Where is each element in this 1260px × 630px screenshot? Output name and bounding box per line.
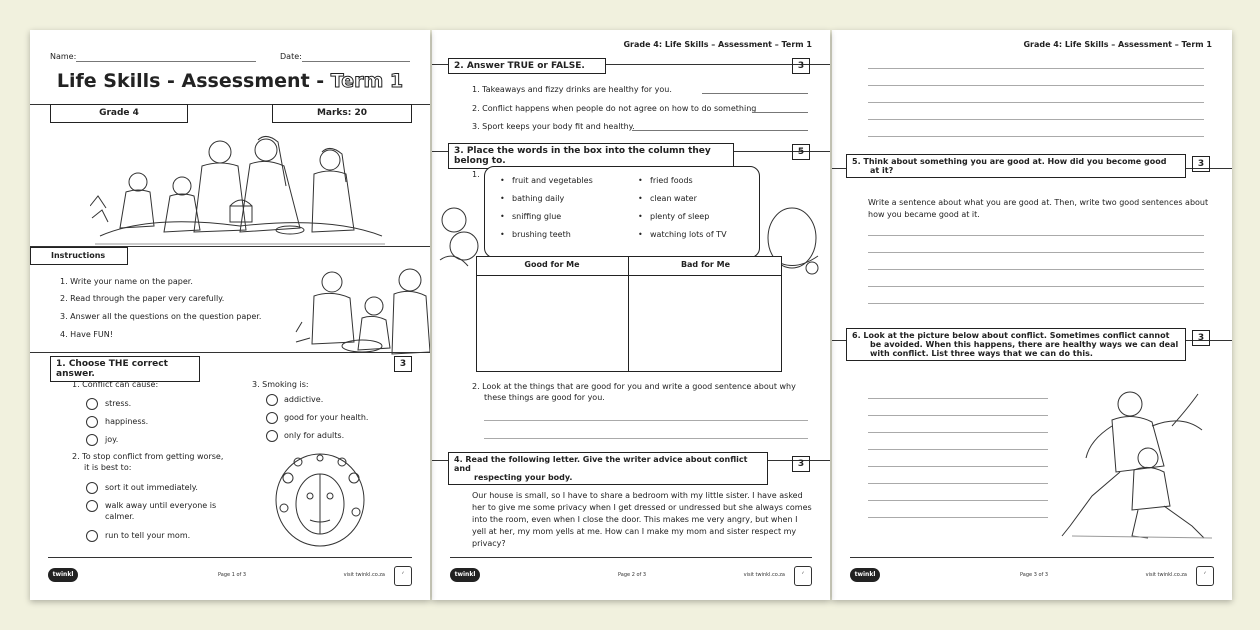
q1a-option-2: happiness. — [105, 417, 149, 426]
q1c-option-3-radio[interactable] — [266, 430, 278, 442]
site-url: visit twinkl.co.za — [1145, 572, 1187, 578]
q5-instruction-line1: Write a sentence about what you are good at. Then, write two good sentences about — [868, 198, 1209, 207]
q1b-option-2: walk away until everyone is — [105, 501, 217, 510]
q4-title — [448, 452, 768, 485]
q6-title-line1: 6. Look at the picture below about conflict. Sometimes conflict cannot — [852, 331, 1170, 340]
date-field[interactable] — [302, 61, 410, 62]
page-number: Page 2 of 3 — [618, 572, 647, 578]
answer-line[interactable] — [868, 466, 1048, 467]
word-right-2: clean water — [650, 194, 697, 203]
instruction-3: 3. Answer all the questions on the question paper. — [60, 312, 262, 321]
page-header: Grade 4: Life Skills – Assessment – Term 1 — [623, 40, 812, 49]
q1b-prompt-line1: 2. To stop conflict from getting worse, — [72, 452, 224, 461]
q4-title-line1: 4. Read the following letter. Give the writer advice about conflict and — [454, 455, 748, 473]
letter-line: her to give me some privacy when I get dressed or undressed but she always comes — [472, 503, 812, 512]
q3-part2-line1: 2. Look at the things that are good for you and write a good sentence about why — [472, 382, 796, 391]
q1b-option-2-radio[interactable] — [86, 500, 98, 512]
q6-title-line2: be avoided. When this happens, there are healthy ways we can deal — [870, 340, 1179, 349]
answer-line[interactable] — [868, 449, 1048, 450]
answer-line[interactable] — [868, 136, 1204, 137]
answer-line[interactable] — [868, 102, 1204, 103]
answer-line[interactable] — [484, 420, 808, 421]
letter-line: Our house is small, so I have to share a bedroom with my little sister. I have asked — [472, 491, 803, 500]
q2-item-1: 1. Takeaways and fizzy drinks are healthy for you. — [472, 85, 672, 94]
word-right-4: watching lots of TV — [650, 230, 727, 239]
q1c-option-1: addictive. — [284, 395, 324, 404]
quality-badge-icon: ✓ — [394, 566, 412, 586]
word-left-1: fruit and vegetables — [512, 176, 593, 185]
q5-title-line1: 5. Think about something you are good at. How did you become good — [852, 157, 1167, 166]
instruction-4: 4. Have FUN! — [60, 330, 113, 339]
q1b-option-2-cont: calmer. — [105, 512, 135, 521]
q1b-option-3: run to tell your mom. — [105, 531, 191, 540]
picnic-family-illustration — [90, 126, 390, 248]
grade-box: Grade 4 — [50, 104, 188, 123]
good-column-area[interactable] — [477, 277, 627, 371]
q2-answer-3[interactable] — [632, 130, 808, 131]
answer-line[interactable] — [868, 286, 1204, 287]
worksheet-page-1 — [30, 30, 430, 600]
q1c-option-2: good for your health. — [284, 413, 369, 422]
q3-title: 3. Place the words in the box into the column they belong to. — [448, 143, 734, 169]
answer-line[interactable] — [484, 438, 808, 439]
page-title — [30, 70, 430, 92]
q1-title: 1. Choose THE correct answer. — [50, 356, 200, 382]
answer-line[interactable] — [868, 252, 1204, 253]
q3-part1-num: 1. — [472, 170, 480, 179]
quality-badge-icon: ✓ — [1196, 566, 1214, 586]
q1a-option-3: joy. — [105, 435, 119, 444]
q1a-prompt: 1. Conflict can cause: — [72, 380, 159, 389]
letter-line: yell at her, my mom yells at me. How can I make my mom and sister respect my — [472, 527, 797, 536]
marks-box: Marks: 20 — [272, 104, 412, 123]
letter-text — [472, 490, 812, 550]
q2-item-3: 3. Sport keeps your body fit and healthy. — [472, 122, 635, 131]
worksheet-page-2: Grade 4: Life Skills – Assessment – Term 1 2. Answer TRUE or FALSE. 3 1. Takeaways and fizzy drinks are healthy for you. 2. Conflict happens when people do not agree on how to do something 3. Sport keeps your body fit and healthy. 3. Place the words in the box into the column they belong to. 5 1. fruit and vegetables bathing daily sniffing glue brushing teeth • • • • fried foods clean water plenty of sleep watching lots of TV • • • • Good for Me Bad for Me 2. Look at the things that are good for you and write a good sentence about why these things are good for you. 4. Read the following letter. Give the writer advice about conflict and respecting your body. 3 Our house is small, so I have to share a bedroom with my little sister. I have asked her to give me some privacy when I get dressed or undressed but she always comes into the room, even when I close the door. This makes me very angry, but when I yell at her, my mom yells at me. How can I make my mom and sister respect my privacy? twinkl Page 2 of 3 visit twinkl.co.za ✓ — [432, 30, 830, 600]
word-right-3: plenty of sleep — [650, 212, 710, 221]
q3-part2-line2: these things are good for you. — [484, 393, 605, 402]
q6-title — [846, 328, 1186, 361]
answer-line[interactable] — [868, 483, 1048, 484]
q1a-option-1: stress. — [105, 399, 132, 408]
q6-title-line3: with conflict. List three ways that we can do this. — [870, 349, 1093, 358]
q1a-option-2-radio[interactable] — [86, 416, 98, 428]
word-right-1: fried foods — [650, 176, 693, 185]
q5-marks: 3 — [1192, 156, 1210, 172]
q2-answer-2[interactable] — [752, 112, 808, 113]
instructions-header: Instructions — [30, 247, 128, 265]
q2-marks: 3 — [792, 58, 810, 74]
q1-marks: 3 — [394, 356, 412, 372]
letter-line: into the room, even when I close the door. This makes me very angry, but when I — [472, 515, 798, 524]
q1a-option-1-radio[interactable] — [86, 398, 98, 410]
worksheet-page-3 — [832, 30, 1232, 600]
q2-title: 2. Answer TRUE or FALSE. — [448, 58, 606, 74]
q2-item-2: 2. Conflict happens when people do not agree on how to do something — [472, 104, 757, 113]
q4-marks: 3 — [792, 456, 810, 472]
bad-column-area[interactable] — [629, 277, 781, 371]
q1b-option-3-radio[interactable] — [86, 530, 98, 542]
family-dinner-illustration — [292, 262, 430, 360]
q1c-option-1-radio[interactable] — [266, 394, 278, 406]
name-field[interactable] — [76, 61, 256, 62]
answer-line[interactable] — [868, 235, 1204, 236]
twinkl-logo: twinkl — [450, 568, 480, 582]
smoking-face-illustration — [268, 448, 374, 548]
col-bad-header: Bad for Me — [680, 260, 731, 269]
answer-line[interactable] — [868, 500, 1048, 501]
q1a-option-3-radio[interactable] — [86, 434, 98, 446]
answer-line[interactable] — [868, 432, 1048, 433]
col-good-header: Good for Me — [524, 260, 580, 269]
answer-line[interactable] — [868, 517, 1048, 518]
word-left-2: bathing daily — [512, 194, 565, 203]
q6-marks: 3 — [1192, 330, 1210, 346]
name-label: Name: — [50, 52, 77, 61]
q4-title-line2: respecting your body. — [474, 473, 573, 482]
q1c-prompt: 3. Smoking is: — [252, 380, 309, 389]
letter-line: privacy? — [472, 539, 506, 548]
answer-line[interactable] — [868, 85, 1204, 86]
answer-line[interactable] — [868, 415, 1048, 416]
date-label: Date: — [280, 52, 302, 61]
answer-line[interactable] — [868, 119, 1204, 120]
q2-answer-1[interactable] — [702, 93, 808, 94]
q5-instruction-line2: how you became good at it. — [868, 210, 980, 219]
site-url: visit twinkl.co.za — [743, 572, 785, 578]
word-left-3: sniffing glue — [512, 212, 562, 221]
site-url: visit twinkl.co.za — [343, 572, 385, 578]
quality-badge-icon: ✓ — [794, 566, 812, 586]
q1c-option-3: only for adults. — [284, 431, 345, 440]
page-number: Page 1 of 3 — [218, 572, 247, 578]
q3-marks: 5 — [792, 144, 810, 160]
answer-line[interactable] — [868, 68, 1204, 69]
answer-line[interactable] — [868, 269, 1204, 270]
title-term: Term 1 — [330, 70, 404, 92]
children-conflict-illustration — [1052, 386, 1222, 546]
twinkl-logo: twinkl — [48, 568, 78, 582]
q5-title-line2: at it? — [870, 166, 894, 175]
q1b-prompt-line2: it is best to: — [84, 463, 132, 472]
title-main: Life Skills - Assessment - — [56, 70, 331, 92]
answer-line[interactable] — [868, 303, 1204, 304]
page-header: Grade 4: Life Skills – Assessment – Term 1 — [1023, 40, 1212, 49]
instruction-2: 2. Read through the paper very carefully. — [60, 294, 225, 303]
word-left-4: brushing teeth — [512, 230, 571, 239]
twinkl-logo: twinkl — [850, 568, 880, 582]
page-number: Page 3 of 3 — [1020, 572, 1049, 578]
q1b-option-1: sort it out immediately. — [105, 483, 198, 492]
answer-line[interactable] — [868, 398, 1048, 399]
instruction-1: 1. Write your name on the paper. — [60, 277, 193, 286]
q1b-option-1-radio[interactable] — [86, 482, 98, 494]
q1c-option-2-radio[interactable] — [266, 412, 278, 424]
q5-title — [846, 154, 1186, 178]
